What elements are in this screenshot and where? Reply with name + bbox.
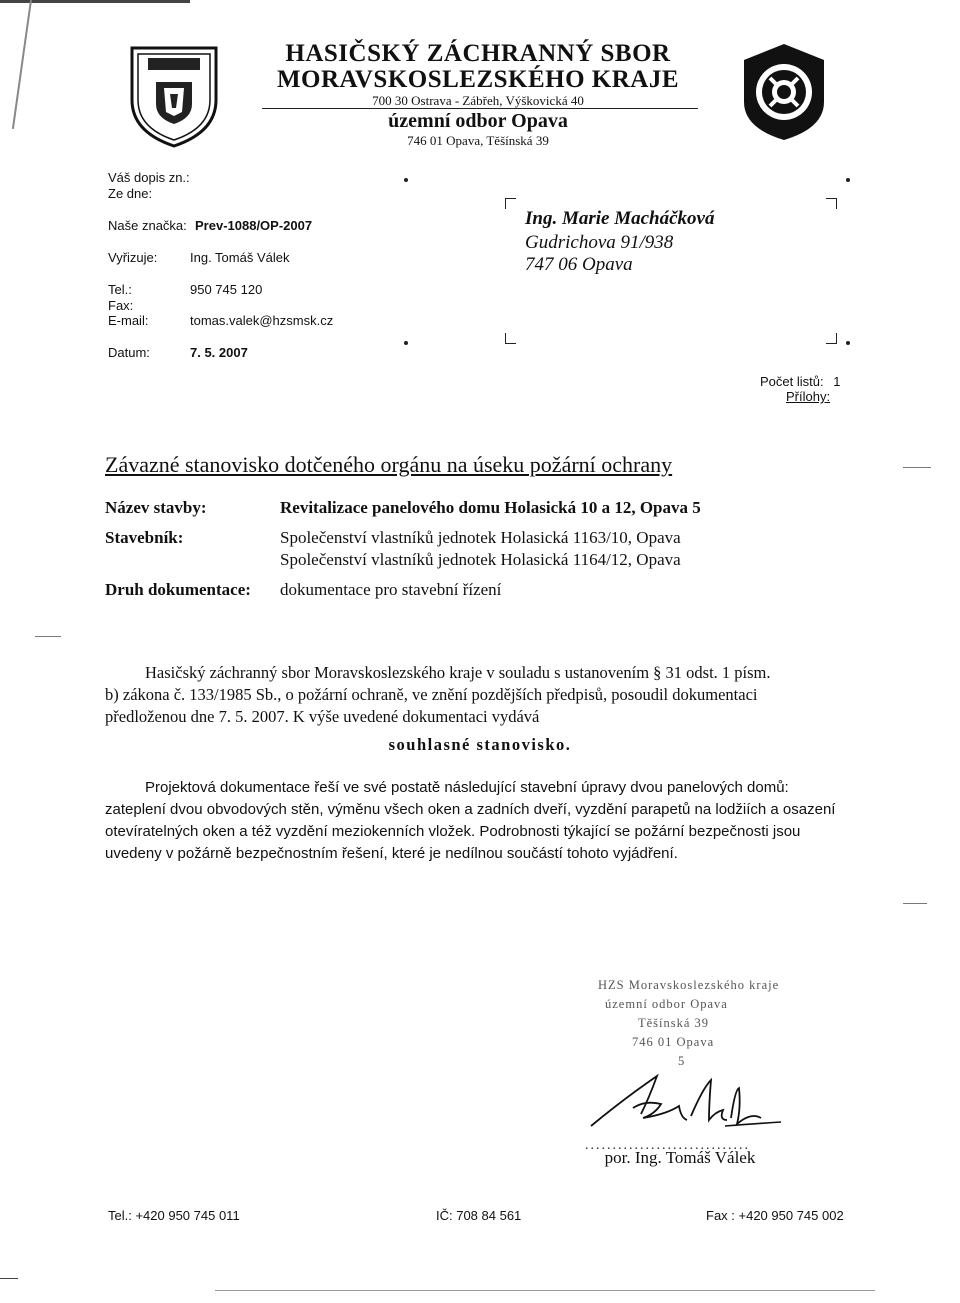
scan-edge-left xyxy=(12,0,32,129)
window-dot-bottom-left xyxy=(404,341,408,345)
sheet-count-label: Počet listů: xyxy=(760,374,824,389)
recipient-street: Gudrichova 91/938 xyxy=(525,232,674,253)
date-value: 7. 5. 2007 xyxy=(190,345,248,360)
stamp-line-5: 5 xyxy=(678,1054,686,1068)
building-label: Název stavby: xyxy=(105,498,207,517)
our-ref-label: Naše značka: xyxy=(108,218,187,233)
description-paragraph xyxy=(105,777,855,865)
scan-edge-top xyxy=(0,0,190,3)
stamp-line-4: 746 01 Opava xyxy=(632,1035,715,1049)
document-subject: Závazné stanovisko dotčeného orgánu na úseku požární ochrany xyxy=(105,452,673,477)
description-line-1: Projektová dokumentace řeší ve své postatě následující stavební úpravy dvou panelových domů: xyxy=(145,779,789,796)
our-ref-value: Prev-1088/OP-2007 xyxy=(195,218,313,233)
window-dot-top-right xyxy=(846,178,850,182)
builder-value-2: Společenství vlastníků jednotek Holasická 1164/12, Opava xyxy=(280,550,681,569)
handled-by-label: Vyřizuje: xyxy=(108,250,158,265)
statement-line-1: Hasičský záchranný sbor Moravskoslezského kraje v souladu s ustanovením § 31 odst. 1 písm. xyxy=(145,663,771,682)
statement-paragraph xyxy=(105,662,855,728)
stamp-line-2: územní odbor Opava xyxy=(605,997,728,1011)
builder-value-1: Společenství vlastníků jednotek Holasická 1163/10, Opava xyxy=(280,528,681,547)
org-name-line2: MORAVSKOSLEZSKÉHO KRAJE xyxy=(276,66,680,93)
org-address: 700 30 Ostrava - Zábřeh, Výškovická 40 xyxy=(372,93,584,108)
address-corner-bl xyxy=(505,333,516,344)
recipient-city: 747 06 Opava xyxy=(525,254,633,275)
unit-name: územní odbor Opava xyxy=(388,110,568,132)
footer-tel: Tel.: +420 950 745 011 xyxy=(108,1208,240,1223)
sheet-count xyxy=(760,374,840,389)
address-corner-br xyxy=(826,333,837,344)
margin-mark xyxy=(903,467,931,468)
tel-label: Tel.: xyxy=(108,282,132,297)
doc-type-label: Druh dokumentace: xyxy=(105,580,251,599)
tel-value: 950 745 120 xyxy=(190,282,263,297)
your-letter-label: Váš dopis zn.: xyxy=(108,170,190,185)
fold-mark xyxy=(35,636,61,637)
sheet-count-value: 1 xyxy=(833,374,841,389)
description-line-3: otevíratelných oken a též vyzdění meziokenních vložek. Podrobnosti týkající se požární bezpečnosti jsou xyxy=(105,823,801,840)
email-label: E-mail: xyxy=(108,313,149,328)
footer-fax: Fax : +420 950 745 002 xyxy=(706,1208,844,1223)
hzs-emblem-logo xyxy=(128,42,220,148)
signature-line: .............................. xyxy=(585,1138,750,1153)
firefighter-badge-logo xyxy=(740,42,828,142)
window-dot-top-left xyxy=(404,178,408,182)
org-name-line1: HASIČSKÝ ZÁCHRANNÝ SBOR xyxy=(285,40,671,67)
statement-line-3: předloženou dne 7. 5. 2007. K výše uvedené dokumentaci vydává xyxy=(105,707,540,726)
builder-label: Stavebník: xyxy=(105,528,184,547)
handled-by-value: Ing. Tomáš Válek xyxy=(190,250,290,265)
margin-mark-2 xyxy=(903,903,927,904)
handwritten-signature xyxy=(585,1068,795,1138)
description-line-4: uvedeny v požárně bezpečnostním řešení, které je nedílnou součástí tohoto vyjádření. xyxy=(105,845,678,862)
footer-rule xyxy=(215,1290,875,1291)
email-value: tomas.valek@hzsmsk.cz xyxy=(190,313,334,328)
stamp-line-1: HZS Moravskoslezského kraje xyxy=(598,978,780,992)
window-dot-bottom-right xyxy=(846,341,850,345)
unit-address: 746 01 Opava, Těšínská 39 xyxy=(407,133,549,148)
footer-ico: IČ: 708 84 561 xyxy=(436,1208,522,1223)
doc-type-value: dokumentace pro stavební řízení xyxy=(280,580,502,599)
corner-mark xyxy=(0,1278,18,1279)
description-line-2: zateplení dvou obvodových stěn, výměnu všech oken a zadních dveří, vyzdění parapetů na lodžiích a osazení xyxy=(105,801,836,818)
fax-label: Fax: xyxy=(108,298,134,313)
recipient-name: Ing. Marie Macháčková xyxy=(525,208,715,229)
verdict: souhlasné stanovisko. xyxy=(388,735,572,754)
address-corner-tl xyxy=(505,198,516,209)
stamp-line-3: Těšínská 39 xyxy=(638,1016,710,1030)
building-value: Revitalizace panelového domu Holasická 10 a 12, Opava 5 xyxy=(280,498,701,517)
annex-label: Přílohy: xyxy=(786,389,831,404)
statement-line-2: b) zákona č. 133/1985 Sb., o požární ochraně, ve znění pozdějších předpisů, posoudil dokumentaci xyxy=(105,685,758,704)
date-label: Datum: xyxy=(108,345,150,360)
header-divider xyxy=(262,108,698,109)
date-from-label: Ze dne: xyxy=(108,186,153,201)
signer-name: por. Ing. Tomáš Válek xyxy=(604,1148,756,1167)
address-corner-tr xyxy=(826,198,837,209)
